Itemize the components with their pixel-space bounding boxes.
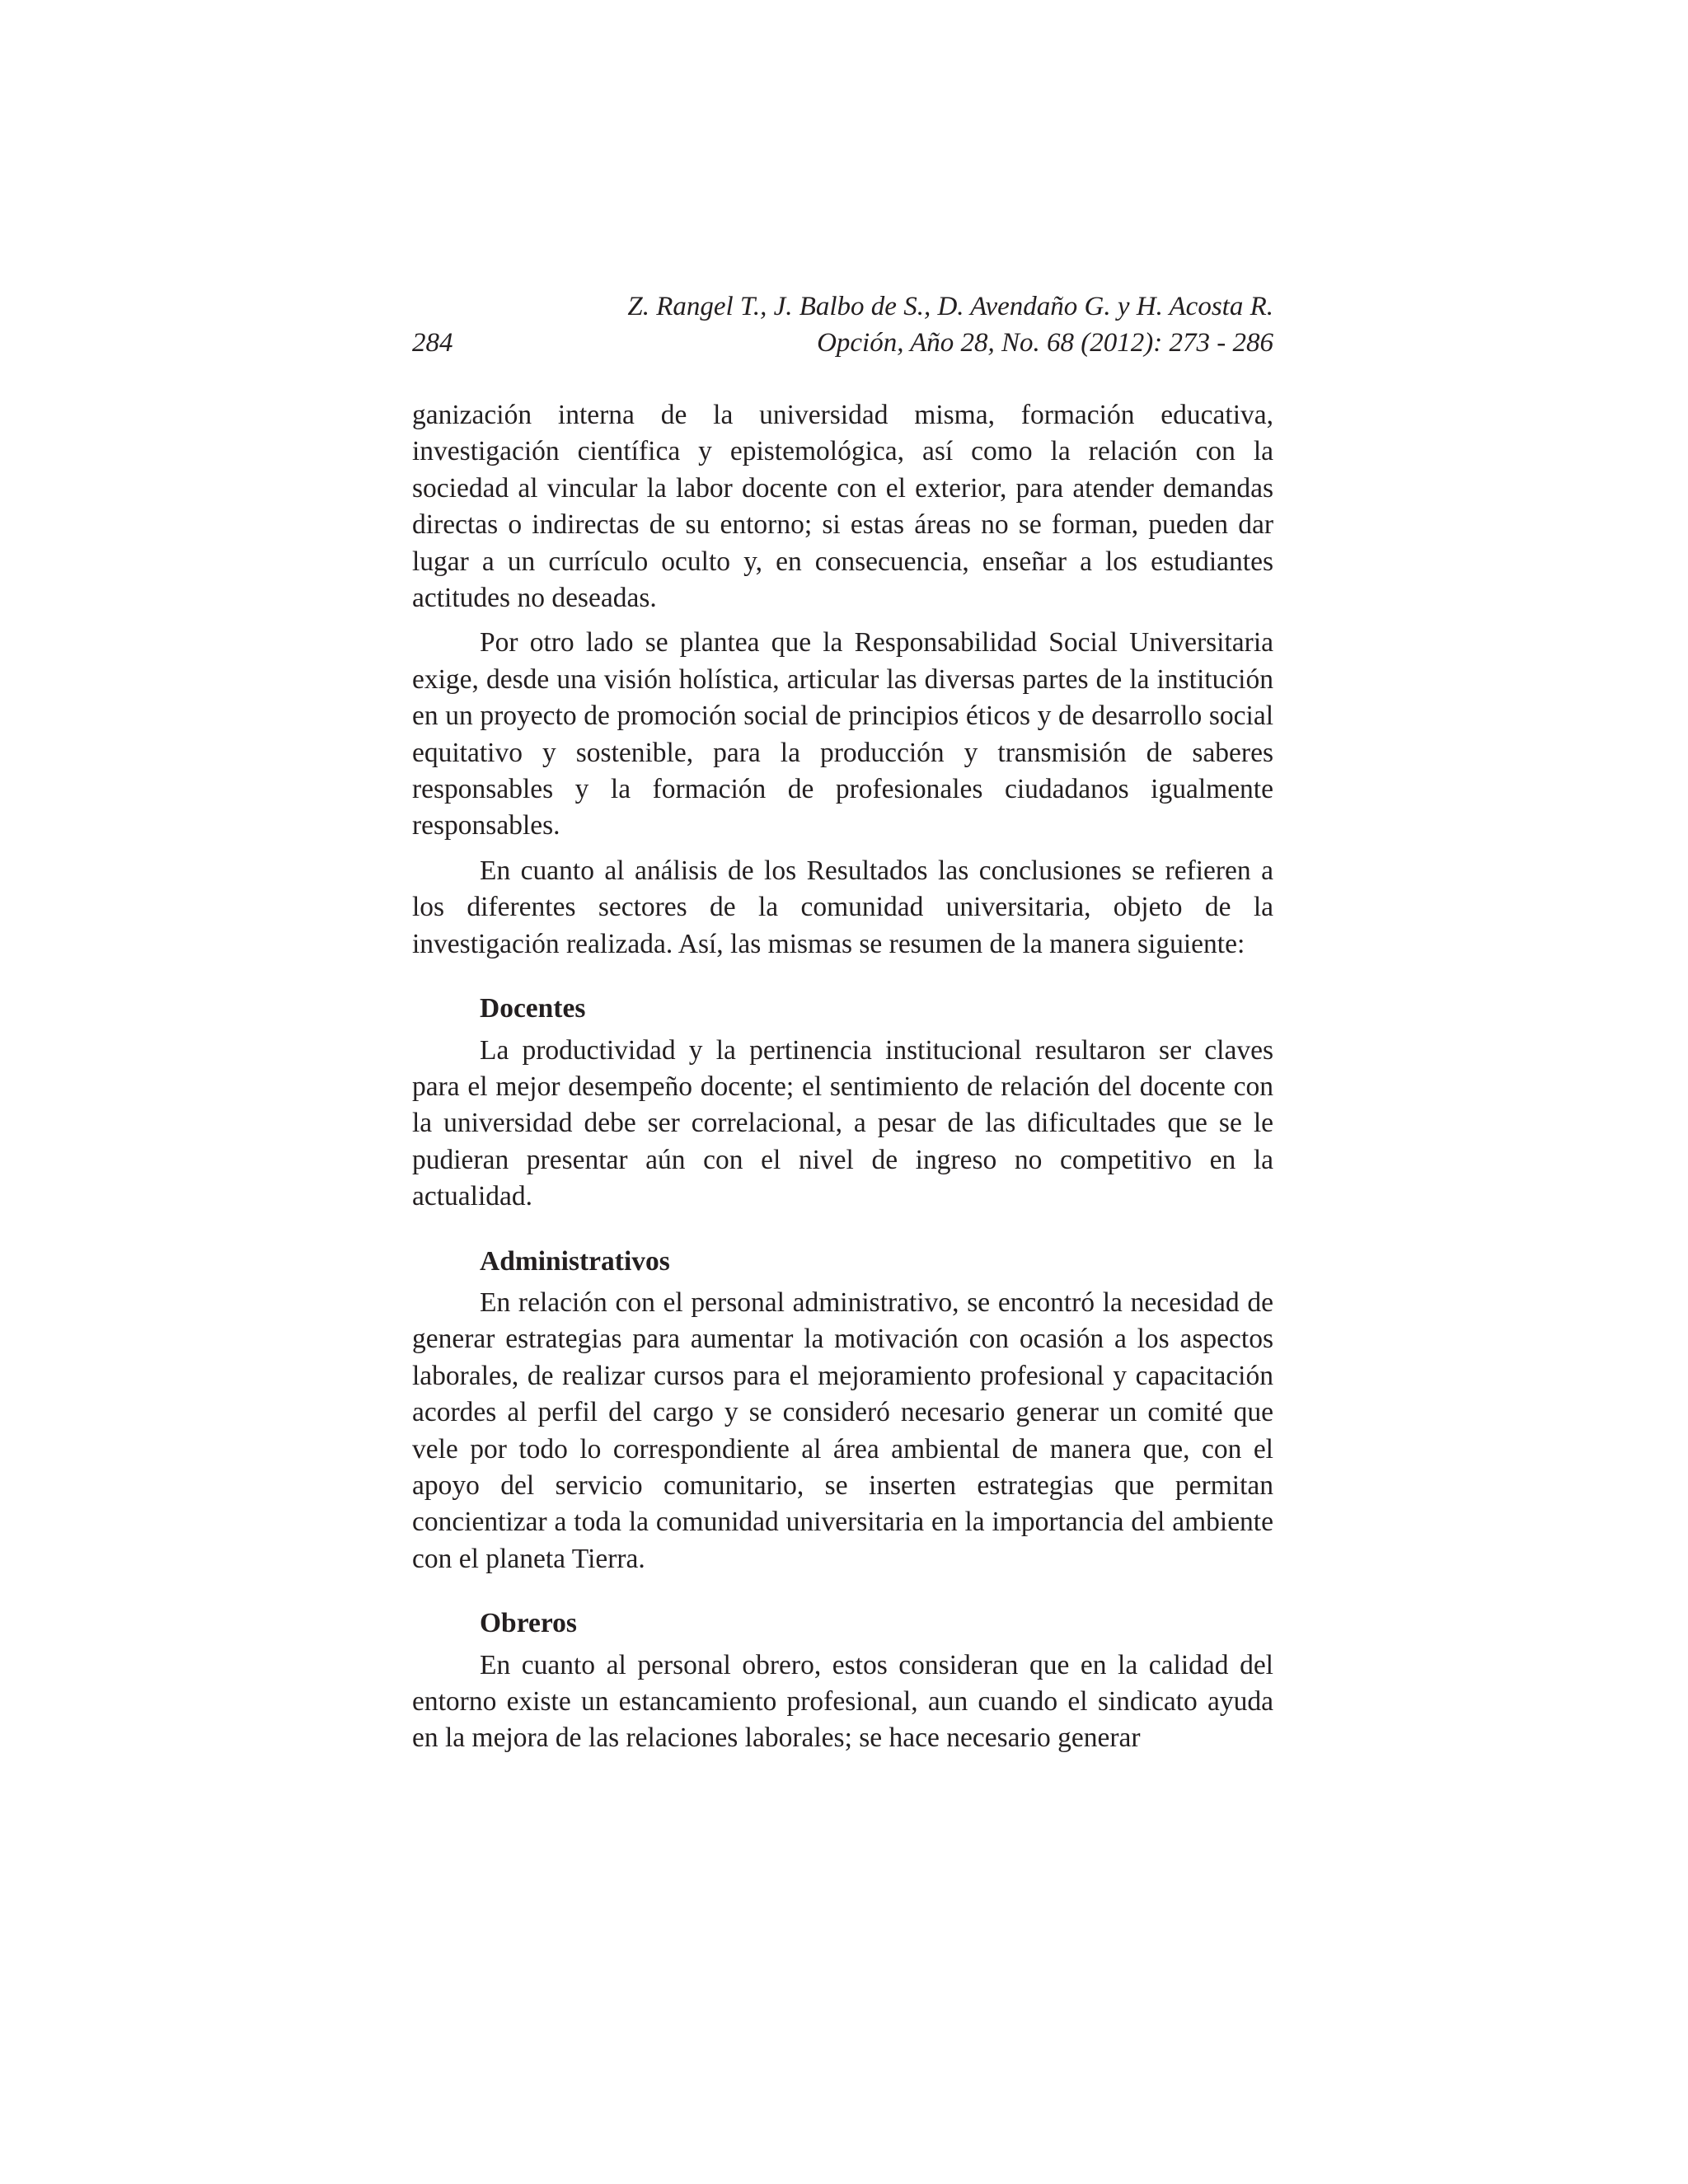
section-heading-obreros: Obreros <box>480 1608 577 1639</box>
section-heading-docentes: Docentes <box>480 993 586 1024</box>
paragraph: La productividad y la pertinencia institucional resultaron ser claves para el mejor desempeño docente; el sentimiento de relación del docente con la universidad debe ser correlacional, a pesar de las dificultades que se le pudieran presentar aún con el nivel de ingreso no competitivo en la actualidad. <box>412 1034 1273 1212</box>
paragraph: En cuanto al análisis de los Resultados las conclusiones se refieren a los diferentes sectores de la comunidad universitaria, objeto de la investigación realizada. Así, las mismas se resumen de la manera siguiente: <box>412 855 1273 959</box>
page-number: 284 <box>412 328 453 358</box>
section-heading-administrativos: Administrativos <box>480 1245 670 1277</box>
paragraph: ganización interna de la universidad misma, formación educativa, investigación científica y epistemológica, así como la relación con la sociedad al vincular la labor docente con el exterior, para atender demandas directas o indirectas de su entorno; si estas áreas no se forman, pueden dar lugar a un currículo oculto y, en consecuencia, enseñar a los estudiantes actitudes no deseadas. <box>412 400 1273 614</box>
running-head-authors-line <box>412 288 1273 325</box>
running-head-authors: Z. Rangel T., J. Balbo de S., D. Avendaño G. y H. Acosta R. <box>627 292 1273 321</box>
paragraph: Por otro lado se plantea que la Responsabilidad Social Universitaria exige, desde una visión holística, articular las diversas partes de la institución en un proyecto de promoción social de principios éticos y de desarrollo social equitativo y sostenible, para la producción y transmisión de saberes responsables y la formación de profesionales ciudadanos igualmente responsables. <box>412 627 1273 841</box>
paragraph: En relación con el personal administrativo, se encontró la necesidad de generar estrategias para aumentar la motivación con ocasión a los aspectos laborales, de realizar cursos para el mejoramiento profesional y capacitación acordes al perfil del cargo y se consideró necesario generar un comité que vele por todo lo correspondiente al área ambiental de manera que, con el apoyo del servicio comunitario, se inserten estrategias que permitan concientizar a toda la comunidad universitaria en la importancia del ambiente con el planeta Tierra. <box>412 1286 1273 1574</box>
article-body <box>412 397 1273 1765</box>
running-head-journal: Opción, Año 28, No. 68 (2012): 273 - 286 <box>817 328 1273 358</box>
running-head-journal-line <box>412 325 1273 361</box>
paragraph: En cuanto al personal obrero, estos consideran que en la calidad del entorno existe un estancamiento profesional, aun cuando el sindicato ayuda en la mejora de las relaciones laborales; se hace necesario generar <box>412 1649 1273 1754</box>
running-head <box>412 288 1273 361</box>
